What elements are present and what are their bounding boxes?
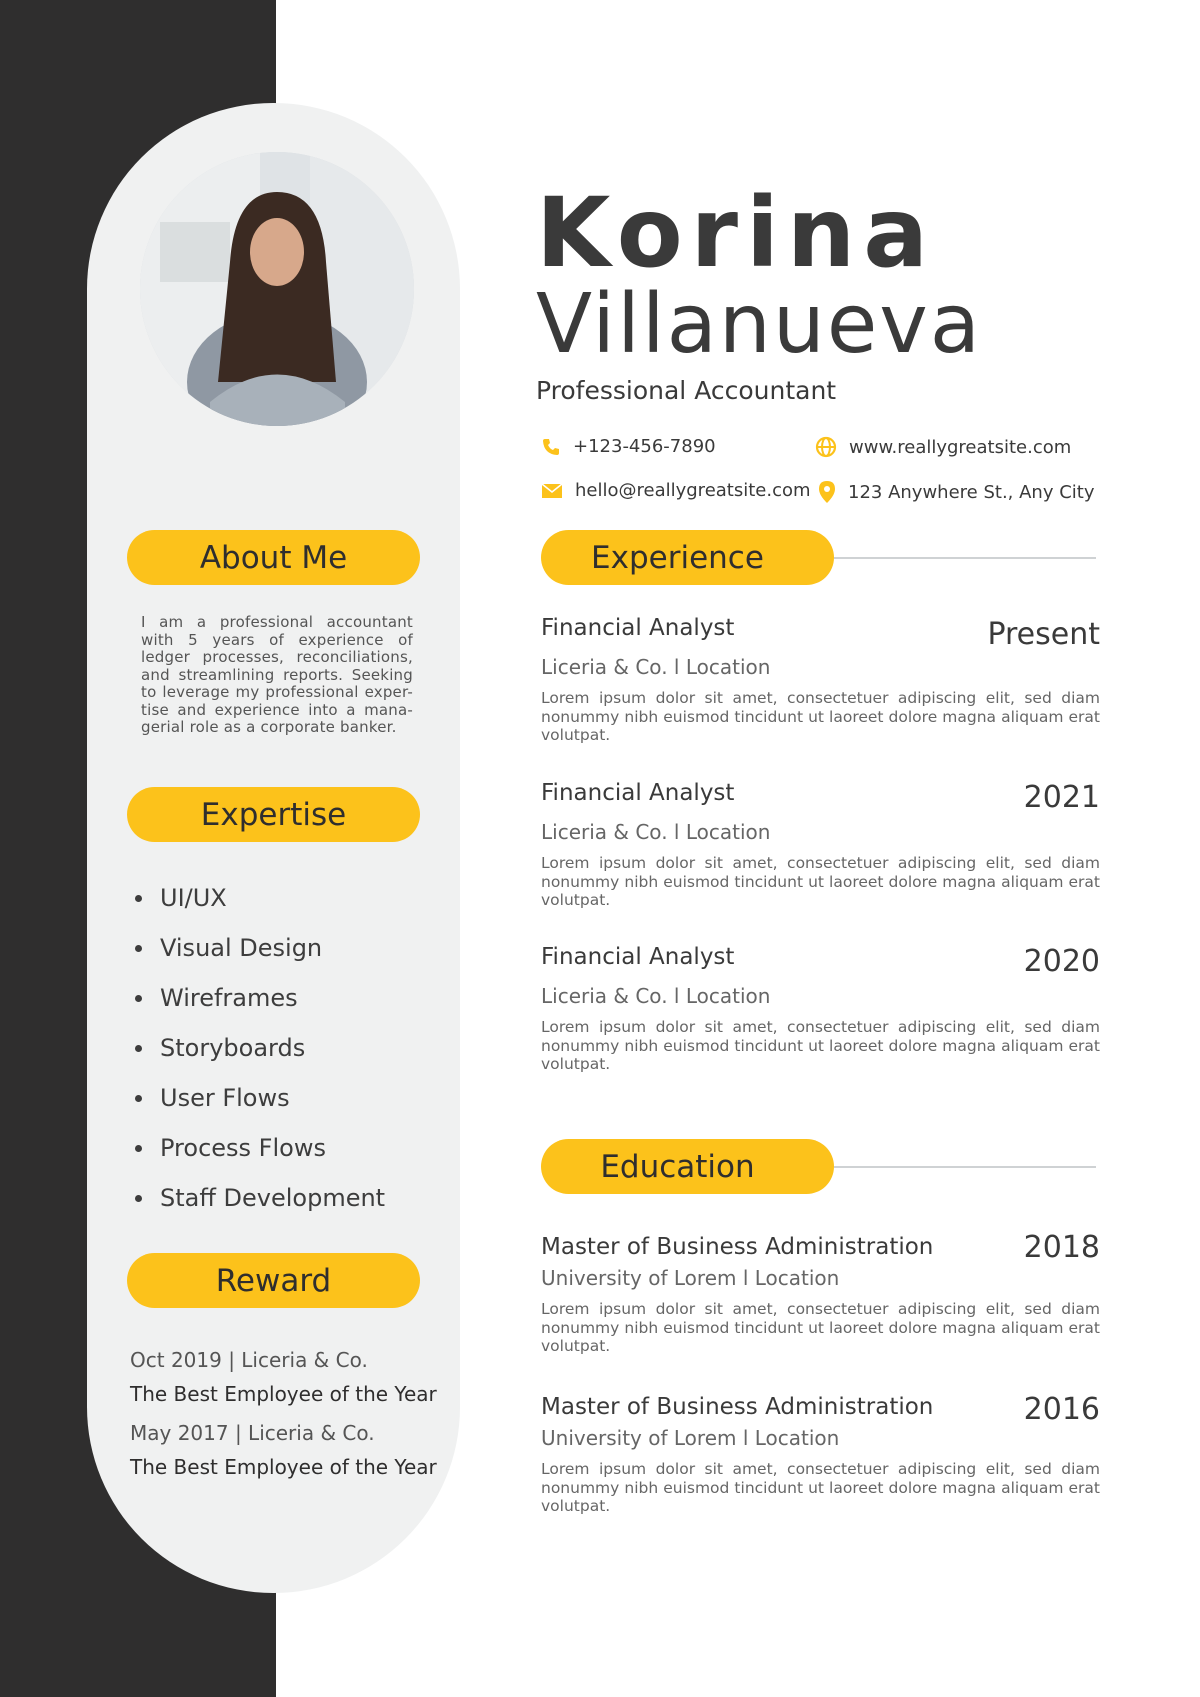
experience-entry [541,944,1100,1074]
entry-school: University of Lorem l Location [541,1266,840,1290]
reward-date: May 2017 | Liceria & Co. [130,1421,375,1445]
contact-website [815,436,1071,458]
last-name: Villanueva [536,277,983,372]
contact-address [818,480,1094,504]
about-text: I am a professional accountant with 5 years of experience of ledger processes, reconciliations, and streamlining reports. Seeking to leverage my professional exper-tise and experience into a mana-gerial role as a corporate banker. [141,613,413,736]
email-text: hello@reallygreatsite.com [575,480,811,501]
entry-org: Liceria & Co. l Location [541,820,771,844]
entry-year: 2018 [1023,1230,1100,1265]
expertise-item: Process Flows [160,1134,326,1162]
entry-job-title: Financial Analyst [541,944,735,970]
entry-org: Liceria & Co. l Location [541,984,771,1008]
entry-year: 2021 [1023,780,1100,815]
bullet-icon [135,1195,142,1202]
expertise-item: Visual Design [160,934,323,962]
education-entry [541,1230,1100,1356]
list-item [133,973,385,1023]
job-title: Professional Accountant [536,376,837,405]
profile-photo [140,152,414,426]
list-item [133,1073,385,1123]
entry-description: Lorem ipsum dolor sit amet, consectetuer adipiscing elit, sed diam nonummy nibh euismod tincidunt ut laoreet dolore magna aliquam erat volutpat. [541,1460,1100,1515]
list-item [133,1173,385,1223]
expertise-item: UI/UX [160,884,227,912]
entry-description: Lorem ipsum dolor sit amet, consectetuer adipiscing elit, sed diam nonummy nibh euismod tincidunt ut laoreet dolore magna aliquam erat volutpat. [541,1300,1100,1355]
entry-degree: Master of Business Administration [541,1234,934,1260]
reward-heading-tag [127,1253,420,1308]
website-text: www.reallygreatsite.com [849,436,1072,458]
bullet-icon [135,995,142,1002]
reward-entry [130,1416,437,1484]
entry-year: 2020 [1023,944,1100,979]
divider [834,1166,1096,1168]
entry-org: Liceria & Co. l Location [541,655,771,679]
divider [834,557,1096,559]
address-text: 123 Anywhere St., Any City [848,481,1095,503]
phone-icon [541,437,561,457]
reward-date: Oct 2019 | Liceria & Co. [130,1348,368,1372]
bullet-icon [135,1045,142,1052]
contact-email [541,480,811,501]
about-heading: About Me [199,539,348,576]
expertise-item: Storyboards [160,1034,306,1062]
entry-job-title: Financial Analyst [541,615,735,641]
mail-icon [541,482,563,500]
phone-text: +123-456-7890 [573,436,716,457]
education-entry [541,1394,1100,1516]
list-item [133,923,385,973]
bullet-icon [135,895,142,902]
bullet-icon [135,1145,142,1152]
globe-icon [815,436,837,458]
expertise-item: User Flows [160,1084,290,1112]
list-item [133,1023,385,1073]
experience-heading-tag [541,530,834,585]
list-item [133,873,385,923]
contact-phone [541,436,716,457]
entry-degree: Master of Business Administration [541,1394,934,1420]
experience-entry [541,780,1100,910]
location-pin-icon [818,480,836,504]
entry-school: University of Lorem l Location [541,1426,840,1450]
education-heading: Education [600,1148,755,1185]
entry-job-title: Financial Analyst [541,780,735,806]
reward-title: The Best Employee of the Year [130,1382,437,1406]
expertise-item: Wireframes [160,984,298,1012]
entry-year: 2016 [1023,1392,1100,1427]
reward-heading: Reward [215,1262,332,1299]
reward-title: The Best Employee of the Year [130,1455,437,1479]
bullet-icon [135,1095,142,1102]
reward-entry [130,1343,437,1411]
entry-description: Lorem ipsum dolor sit amet, consectetuer adipiscing elit, sed diam nonummy nibh euismod tincidunt ut laoreet dolore magna aliquam erat volutpat. [541,689,1100,744]
entry-year: Present [987,617,1100,652]
education-heading-tag [541,1139,834,1194]
experience-heading: Experience [591,539,764,576]
list-item [133,1123,385,1173]
expertise-heading: Expertise [200,796,347,833]
entry-description: Lorem ipsum dolor sit amet, consectetuer adipiscing elit, sed diam nonummy nibh euismod tincidunt ut laoreet dolore magna aliquam erat volutpat. [541,1018,1100,1073]
first-name: Korina [536,177,937,289]
about-heading-tag [127,530,420,585]
expertise-list [133,873,385,1223]
experience-entry [541,615,1100,745]
expertise-item: Staff Development [160,1184,386,1212]
entry-description: Lorem ipsum dolor sit amet, consectetuer adipiscing elit, sed diam nonummy nibh euismod tincidunt ut laoreet dolore magna aliquam erat volutpat. [541,854,1100,909]
bullet-icon [135,945,142,952]
expertise-heading-tag [127,787,420,842]
